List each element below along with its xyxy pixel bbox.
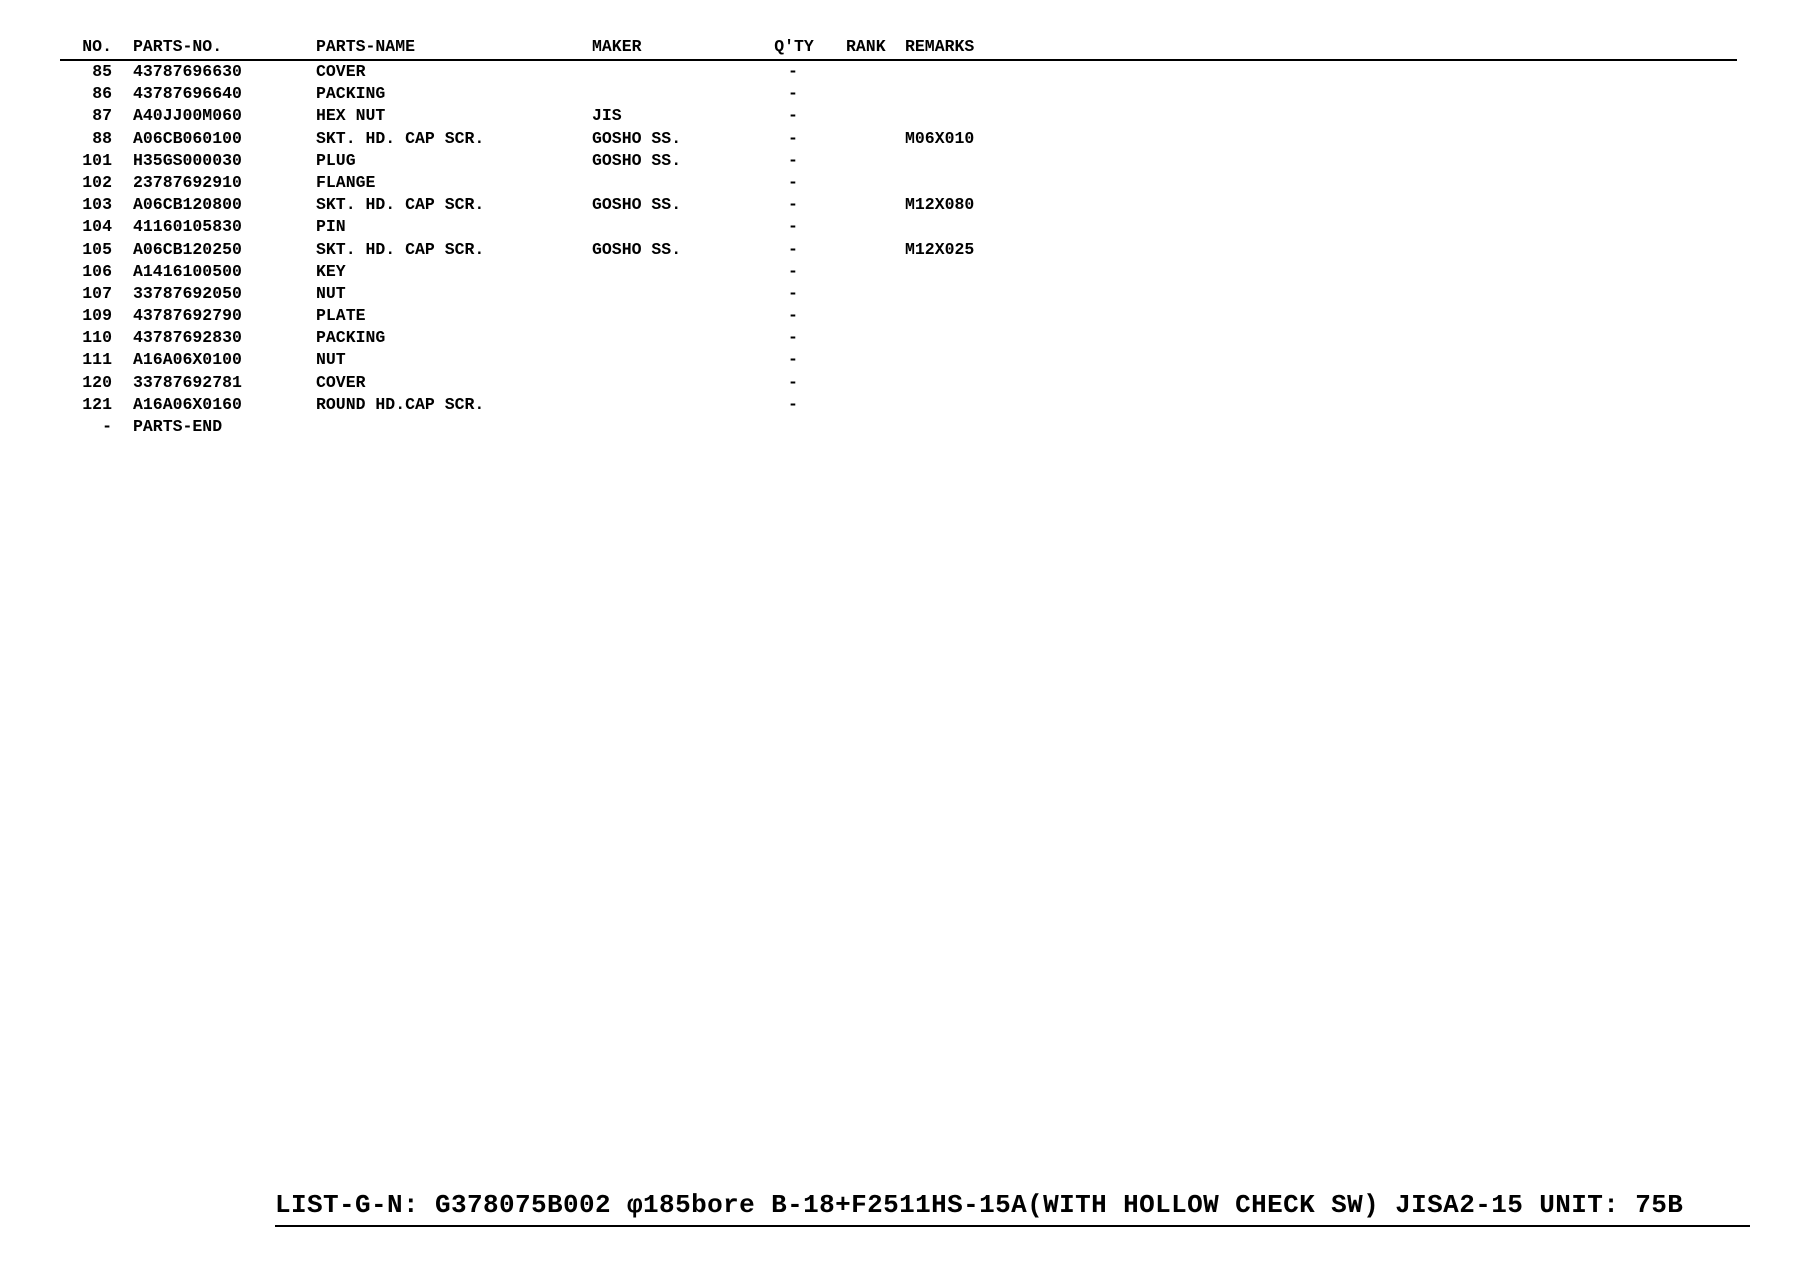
cell-parts-no: 43787692830 (133, 328, 242, 348)
cell-parts-name: PLATE (316, 306, 366, 326)
cell-qty: - (788, 62, 798, 81)
cell-parts-name: PIN (316, 217, 346, 237)
cell-no: 101 (82, 150, 112, 170)
cell-parts-no: H35GS000030 (133, 150, 242, 170)
parts-table (60, 35, 1737, 438)
cell-parts-no: 43787696640 (133, 84, 242, 104)
cell-parts-name: FLANGE (316, 172, 376, 192)
cell-parts-no: A1416100500 (133, 261, 242, 281)
cell-parts-no: A06CB060100 (133, 128, 242, 148)
cell-remarks: M06X010 (905, 128, 975, 148)
cell-qty: - (788, 283, 798, 303)
cell-no: 106 (82, 261, 112, 281)
cell-qty: - (788, 128, 798, 148)
cell-parts-no: A16A06X0160 (133, 394, 242, 414)
cell-no: 111 (82, 350, 112, 370)
list-footer: LIST-G-N: G378075B002 φ185bore B-18+F2511HS-15A(WITH HOLLOW CHECK SW) JISA2-15 UNIT: 75B (275, 1188, 1750, 1227)
cell-parts-no: 43787692790 (133, 306, 242, 326)
header-maker: MAKER (592, 37, 642, 56)
table-row (60, 394, 1737, 416)
header-parts-name: PARTS-NAME (316, 37, 416, 56)
cell-parts-name: KEY (316, 261, 346, 281)
cell-parts-no: A06CB120800 (133, 195, 242, 215)
parts-end-row (60, 416, 1737, 438)
cell-no: 87 (92, 106, 112, 126)
table-row (60, 194, 1737, 216)
cell-no: 110 (82, 328, 112, 348)
header-no: NO. (82, 37, 112, 56)
cell-qty: - (788, 150, 798, 170)
table-row (60, 150, 1737, 172)
table-row (60, 372, 1737, 394)
cell-maker: GOSHO SS. (592, 195, 682, 215)
cell-parts-no: 33787692050 (133, 283, 242, 303)
cell-qty: - (788, 328, 798, 348)
cell-no: 107 (82, 283, 112, 303)
header-rank: RANK (846, 37, 886, 56)
cell-parts-no: A40JJ00M060 (133, 106, 242, 126)
table-body (60, 61, 1737, 438)
cell-no: 104 (82, 217, 112, 237)
cell-qty: - (788, 261, 798, 281)
cell-qty: - (788, 394, 798, 414)
table-row (60, 261, 1737, 283)
header-parts-no: PARTS-NO. (133, 37, 223, 56)
cell-maker: GOSHO SS. (592, 150, 682, 170)
cell-parts-name: HEX NUT (316, 106, 386, 126)
table-row (60, 283, 1737, 305)
cell-parts-no: 33787692781 (133, 372, 242, 392)
cell-qty: - (788, 217, 798, 237)
table-row (60, 349, 1737, 371)
cell-qty: - (788, 350, 798, 370)
parts-end-label: PARTS-END (133, 417, 223, 436)
table-row (60, 239, 1737, 261)
cell-parts-no: A06CB120250 (133, 239, 242, 259)
cell-parts-name: COVER (316, 62, 366, 81)
cell-no: 85 (92, 62, 112, 81)
cell-parts-name: PACKING (316, 328, 386, 348)
cell-qty: - (788, 172, 798, 192)
cell-parts-no: A16A06X0100 (133, 350, 242, 370)
table-header (60, 35, 1737, 61)
cell-parts-name: SKT. HD. CAP SCR. (316, 239, 485, 259)
cell-no: 103 (82, 195, 112, 215)
cell-no: 86 (92, 84, 112, 104)
table-row (60, 61, 1737, 83)
cell-remarks: M12X025 (905, 239, 975, 259)
cell-parts-no: 43787696630 (133, 62, 242, 81)
table-row (60, 105, 1737, 127)
cell-qty: - (788, 106, 798, 126)
cell-no: 102 (82, 172, 112, 192)
table-row (60, 83, 1737, 105)
table-row (60, 216, 1737, 238)
cell-maker: JIS (592, 106, 622, 126)
cell-parts-name: PLUG (316, 150, 356, 170)
cell-qty: - (788, 195, 798, 215)
cell-parts-no: 41160105830 (133, 217, 242, 237)
cell-qty: - (788, 306, 798, 326)
cell-parts-name: NUT (316, 283, 346, 303)
cell-qty: - (788, 372, 798, 392)
table-row (60, 327, 1737, 349)
cell-no: 121 (82, 394, 112, 414)
cell-maker: GOSHO SS. (592, 128, 682, 148)
cell-maker: GOSHO SS. (592, 239, 682, 259)
table-row (60, 128, 1737, 150)
end-marker: - (102, 417, 112, 436)
cell-parts-name: SKT. HD. CAP SCR. (316, 128, 485, 148)
cell-parts-name: SKT. HD. CAP SCR. (316, 195, 485, 215)
table-row (60, 172, 1737, 194)
cell-no: 105 (82, 239, 112, 259)
table-row (60, 305, 1737, 327)
header-qty: Q'TY (774, 37, 814, 56)
header-remarks: REMARKS (905, 37, 975, 56)
cell-no: 109 (82, 306, 112, 326)
cell-qty: - (788, 239, 798, 259)
cell-parts-name: PACKING (316, 84, 386, 104)
cell-parts-name: ROUND HD.CAP SCR. (316, 394, 485, 414)
cell-remarks: M12X080 (905, 195, 975, 215)
cell-parts-no: 23787692910 (133, 172, 242, 192)
cell-parts-name: NUT (316, 350, 346, 370)
cell-no: 120 (82, 372, 112, 392)
cell-no: 88 (92, 128, 112, 148)
cell-qty: - (788, 84, 798, 104)
cell-parts-name: COVER (316, 372, 366, 392)
